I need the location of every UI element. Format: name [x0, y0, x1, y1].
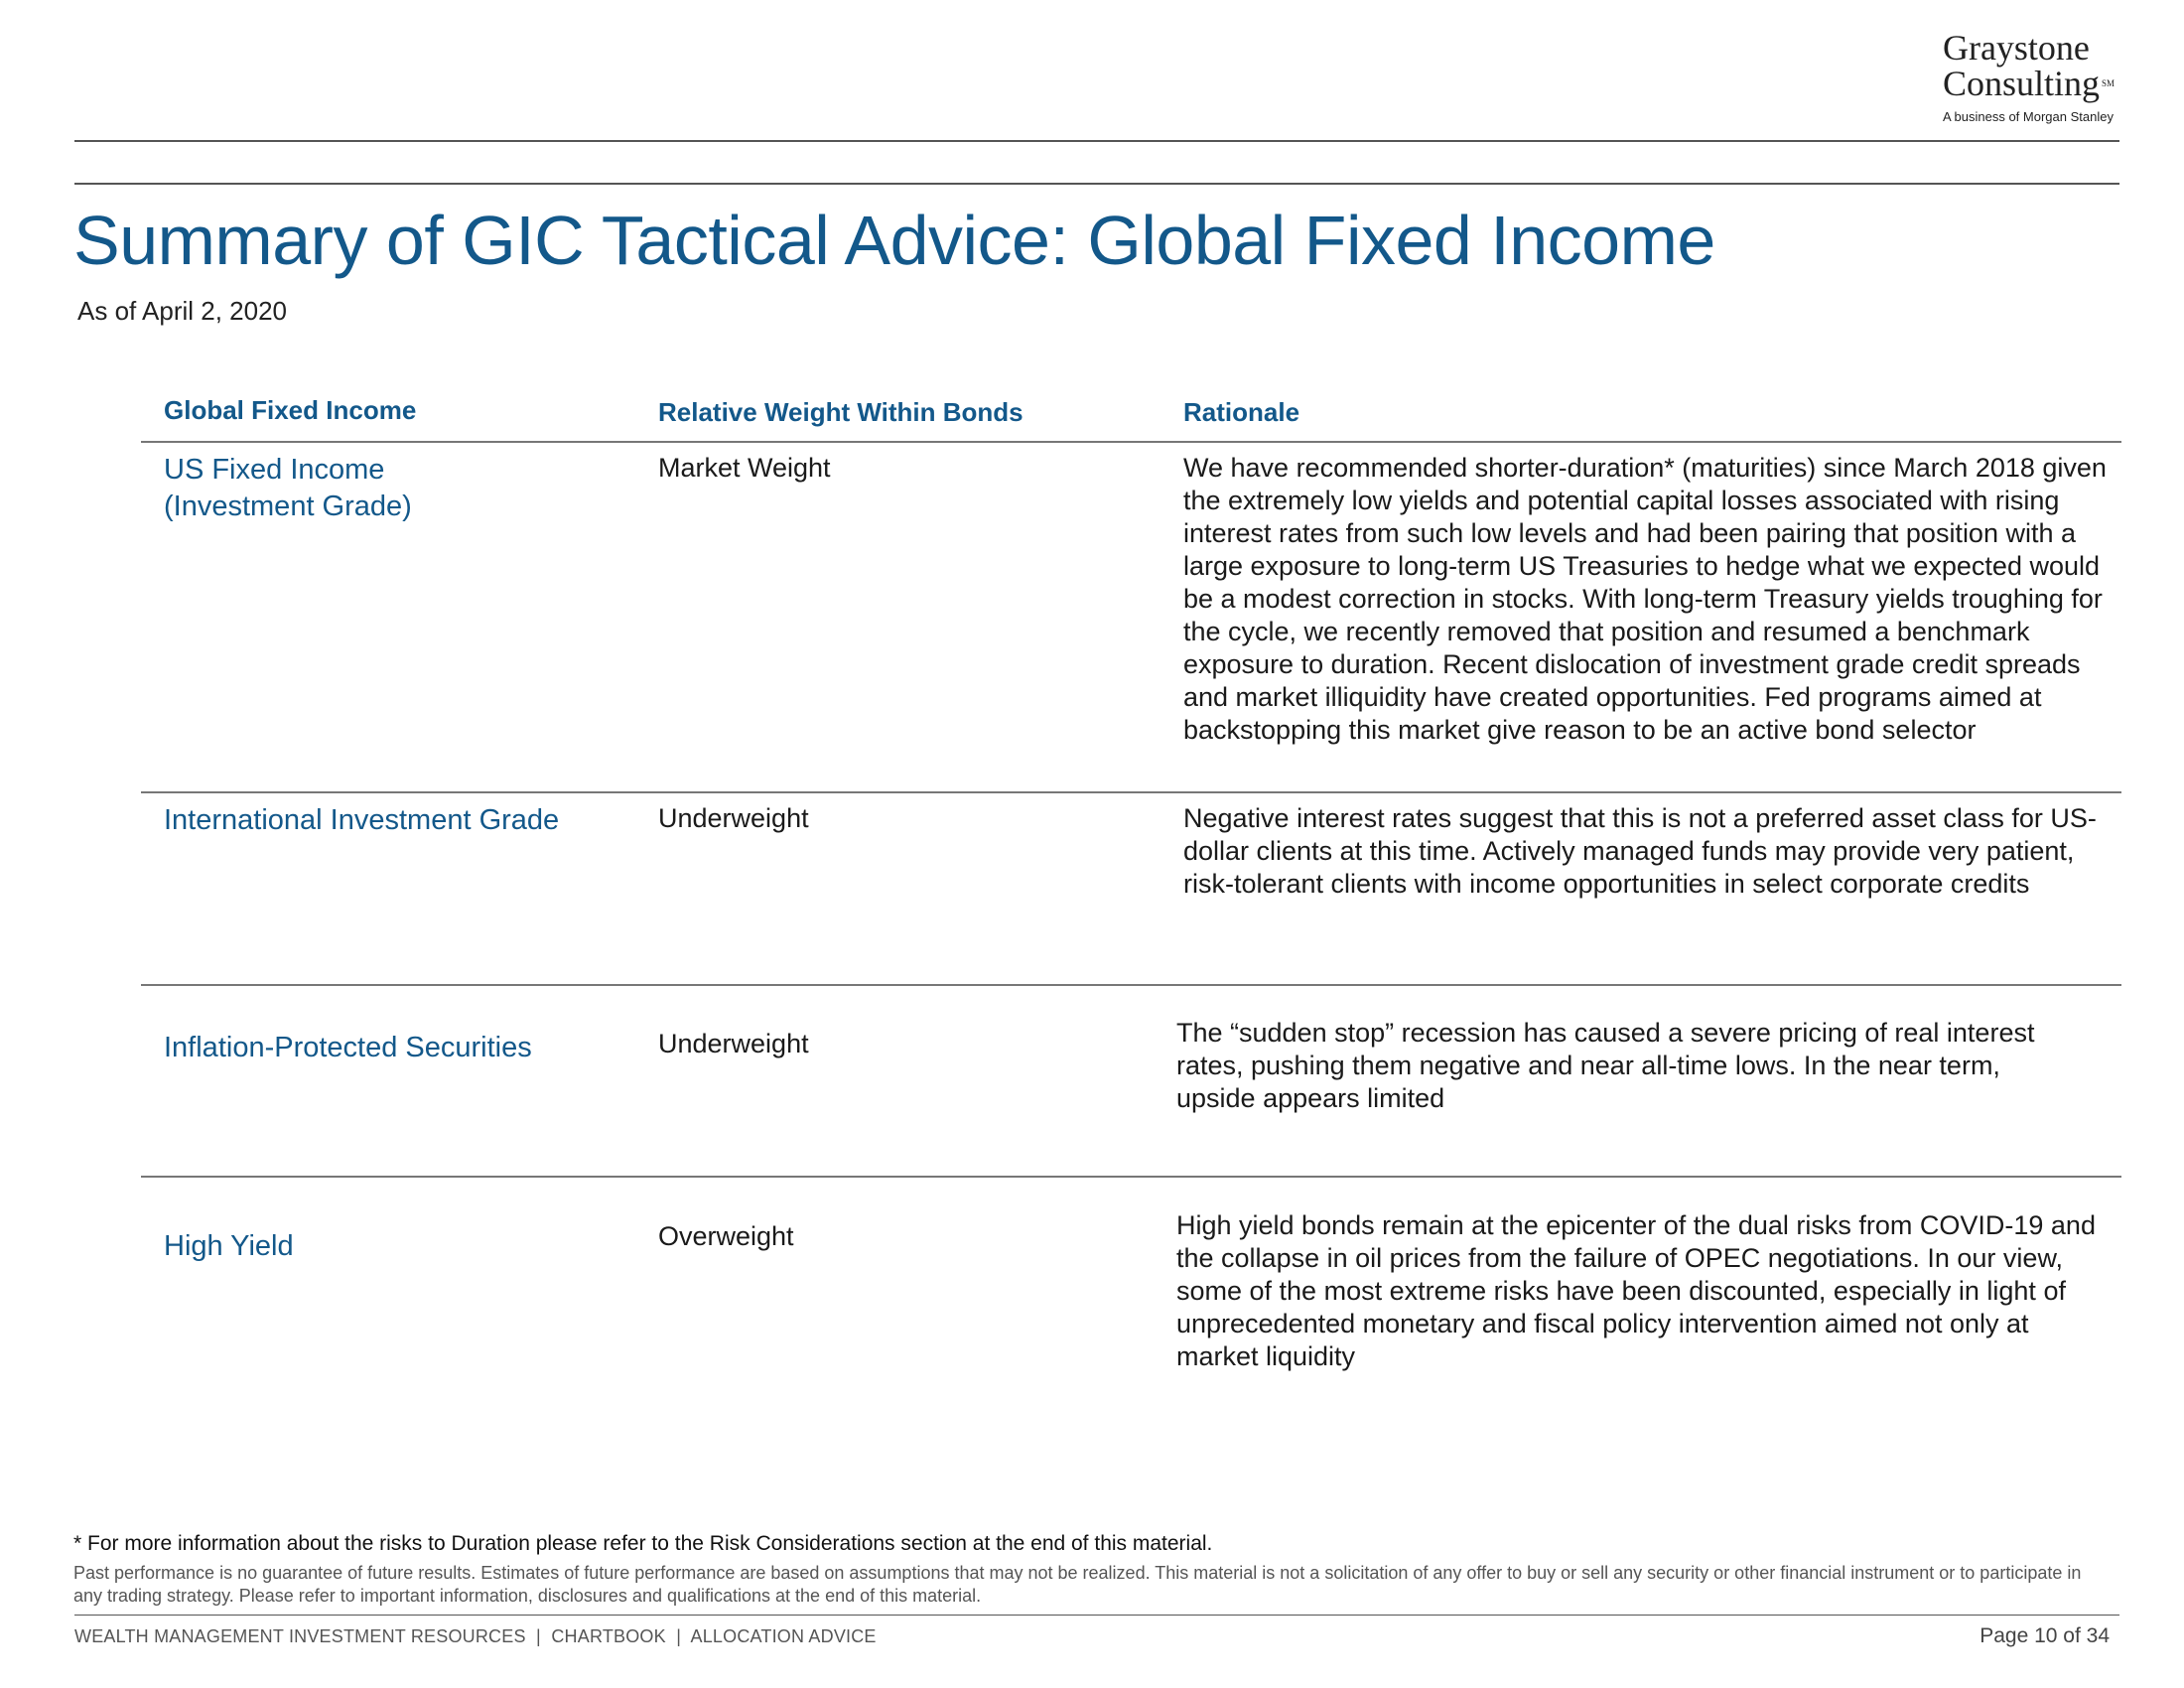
row-divider	[141, 1176, 2121, 1178]
row-rationale-international-investment-grade: Negative interest rates suggest that this is not a preferred asset class for US-dollar clients at this time. Actively managed funds may provide very patient, risk-tolerant clients with income opportunities in select corporate credits	[1183, 803, 2097, 899]
footer-rule	[74, 1615, 2119, 1616]
as-of-date: As of April 2, 2020	[77, 296, 288, 326]
table-header-rule	[141, 441, 2121, 443]
row-weight-high-yield: Overweight	[658, 1221, 794, 1251]
duration-footnote: * For more information about the risks to Duration please refer to the Risk Considerations section at the end of this material.	[73, 1532, 1213, 1555]
disclaimer-text: Past performance is no guarantee of future results. Estimates of future performance are based on assumptions that may not be realized. This material is not a solicitation of any offer to buy or sell any security or other financial instrument or to participate in any trading strategy. Please refer to important information, disclosures and qualifications at the end of this material.	[73, 1563, 2082, 1606]
logo-line-1: Graystone	[1942, 28, 2090, 68]
row-name-us-fixed-income: US Fixed Income (Investment Grade)	[164, 454, 412, 522]
page-number: Page 10 of 34	[1979, 1624, 2110, 1647]
row-divider	[141, 791, 2121, 793]
row-weight-international-investment-grade: Underweight	[658, 803, 809, 833]
logo-service-mark: SM	[2101, 78, 2115, 88]
row-rationale-inflation-protected-securities: The “sudden stop” recession has caused a severe pricing of real interest rates, pushing them negative and near all-time lows. In the near term, upside appears limited	[1176, 1018, 2035, 1113]
row-name-international-investment-grade: International Investment Grade	[164, 804, 560, 836]
logo-line-2	[1943, 66, 2115, 101]
page-title: Summary of GIC Tactical Advice: Global Fixed Income	[73, 202, 1715, 279]
column-header-relative-weight: Relative Weight Within Bonds	[658, 397, 1024, 427]
logo-tagline: A business of Morgan Stanley	[1942, 109, 2114, 124]
row-weight-inflation-protected-securities: Underweight	[658, 1029, 809, 1058]
row-rationale-high-yield: High yield bonds remain at the epicenter of the dual risks from COVID-19 and the collapse in oil prices from the failure of OPEC negotiations. In our view, some of the most extreme risks have been discounted, especially in light of unprecedented monetary and fiscal policy intervention aimed not only at market liquidity	[1176, 1210, 2096, 1371]
column-header-asset-class: Global Fixed Income	[164, 395, 417, 425]
logo-line-2-text: Consulting	[1942, 64, 2100, 103]
graystone-logo	[1943, 30, 2115, 124]
row-weight-us-fixed-income: Market Weight	[658, 453, 831, 483]
row-rationale-us-fixed-income: We have recommended shorter-duration* (maturities) since March 2018 given the extremely low yields and potential capital losses associated with rising interest rates from such low levels and had been pairing that position with a large exposure to long-term US Treasuries to hedge what we expected would be a modest correction in stocks. With long-term Treasury yields troughing for the cycle, we recently removed that position and resumed a benchmark exposure to duration. Recent dislocation of investment grade credit spreads and market illiquidity have created opportunities. Fed programs aimed at backstopping this market give reason to be an active bond selector	[1183, 453, 2107, 745]
footer-breadcrumb: WEALTH MANAGEMENT INVESTMENT RESOURCES | CHARTBOOK | ALLOCATION ADVICE	[74, 1626, 877, 1646]
column-header-rationale: Rationale	[1183, 397, 1300, 427]
row-divider	[141, 984, 2121, 986]
row-name-high-yield: High Yield	[164, 1230, 294, 1262]
row-name-inflation-protected-securities: Inflation-Protected Securities	[164, 1032, 532, 1063]
header-rule-bottom	[74, 183, 2119, 185]
header-rule-top	[74, 140, 2119, 142]
